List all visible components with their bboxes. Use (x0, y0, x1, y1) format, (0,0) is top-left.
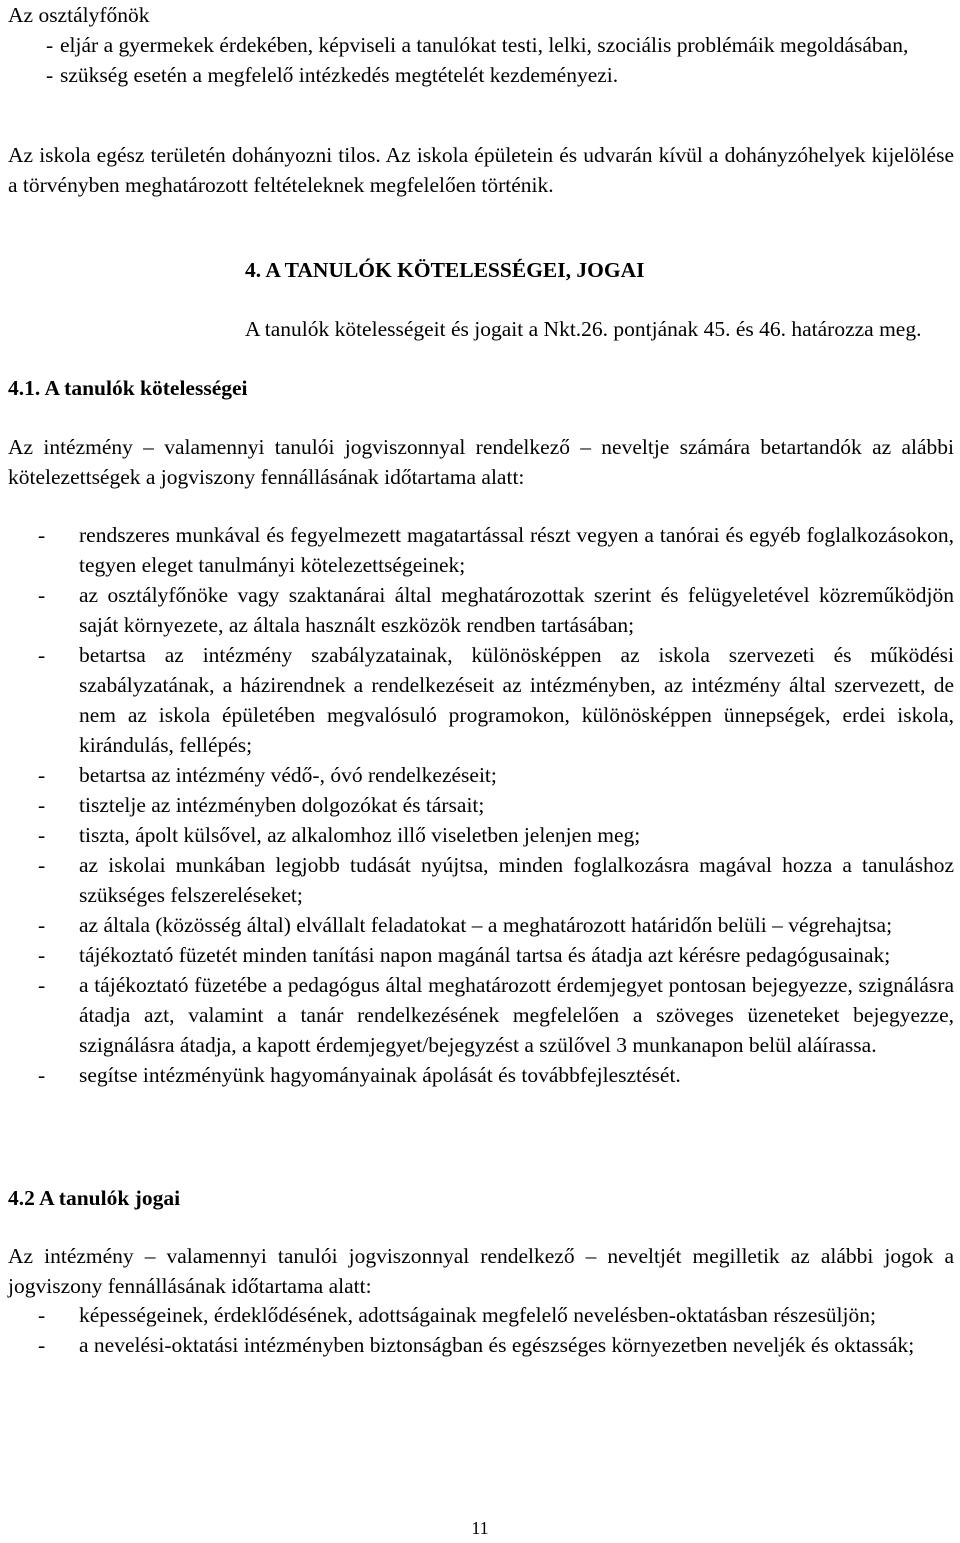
list-item: - tisztelje az intézményben dolgozókat és társait; (8, 790, 954, 820)
law-reference: A tanulók kötelességeit és jogait a Nkt.26. pontjának 45. és 46. határozza meg. (245, 317, 922, 341)
duties-title: 4.1. A tanulók kötelességei (8, 376, 248, 400)
bullet-dash: - (38, 823, 46, 847)
list-item: - a nevelési-oktatási intézményben biztonságban és egészséges környezetben neveljék és oktassák; (8, 1330, 954, 1360)
duties-intro: Az intézmény – valamennyi tanulói jogviszonnyal rendelkező – neveltje számára betartandók az alábbi kötelezettségek a jogviszony fennállásának időtartama alatt: (8, 435, 954, 489)
duties-list (8, 520, 954, 1090)
rights-list (8, 1300, 954, 1360)
list-item: - betartsa az intézmény szabályzatainak, különösképpen az iskola szervezeti és működési szabályzatának, a házirendnek a rendelkezéseit az intézményben, az intézmény által szervezett, de nem az iskola épületében megvalósuló programokon, különösképpen ünnepségek, erdei iskola, kirándulás, fellépés; (8, 640, 954, 760)
intro-heading: Az osztályfőnök (8, 3, 150, 27)
bullet-dash: - (38, 763, 46, 787)
list-item: - szükség esetén a megfelelő intézkedés megtételét kezdeményezi. (8, 60, 954, 90)
list-item: - az általa (közösség által) elvállalt feladatokat – a meghatározott határidőn belüli – végrehajtsa; (8, 910, 954, 940)
bullet-dash: - (38, 913, 46, 937)
list-item: - képességeinek, érdeklődésének, adottságainak megfelelő nevelésben-oktatásban részesüljön; (8, 1300, 954, 1330)
bullet-dash: - (38, 853, 46, 877)
list-item: - a tájékoztató füzetébe a pedagógus által meghatározott érdemjegyet pontosan bejegyezze, szignálásra átadja azt, valamint a tanár rendelkezésének megfelelően a szöveges üzeneteket bejegyezze, szignálásra átadja, a kapott érdemjegyet/bejegyzést a szülővel 3 munkanapon belül aláírassa. (8, 970, 954, 1060)
bullet-dash: - (38, 943, 46, 967)
bullet-dash: - (38, 1303, 46, 1327)
list-item: - az iskolai munkában legjobb tudását nyújtsa, minden foglalkozásra magával hozza a tanuláshoz szükséges felszereléseket; (8, 850, 954, 910)
bullet-dash: - (38, 523, 46, 547)
list-item: - segítse intézményünk hagyományainak ápolását és továbbfejlesztését. (8, 1060, 954, 1090)
bullet-dash: - (38, 643, 46, 667)
list-item: - az osztályfőnöke vagy szaktanárai által meghatározottak szerint és felügyeletével közreműködjön saját környezete, az általa használt eszközök rendben tartásában; (8, 580, 954, 640)
list-item: - tájékoztató füzetét minden tanítási napon magánál tartsa és átadja azt kérésre pedagógusainak; (8, 940, 954, 970)
bullet-dash: - (38, 973, 46, 997)
smoking-paragraph: Az iskola egész területén dohányozni tilos. Az iskola épületein és udvarán kívül a dohányzóhelyek kijelölése a törvényben meghatározott feltételeknek megfelelően történik. (8, 143, 954, 197)
page-number: 11 (471, 1518, 489, 1538)
bullet-dash: - (38, 1063, 46, 1087)
rights-title: 4.2 A tanulók jogai (8, 1186, 181, 1210)
list-item: - betartsa az intézmény védő-, óvó rendelkezéseit; (8, 760, 954, 790)
list-item: - eljár a gyermekek érdekében, képviseli a tanulókat testi, lelki, szociális problémáik megoldásában, (8, 30, 954, 60)
intro-list (8, 30, 954, 90)
bullet-dash: - (46, 33, 54, 57)
bullet-dash: - (46, 63, 54, 87)
bullet-dash: - (38, 793, 46, 817)
rights-intro: Az intézmény – valamennyi tanulói jogviszonnyal rendelkező – neveltjét megilletik az alábbi jogok a jogviszony fennállásának időtartama alatt: (8, 1244, 954, 1298)
list-item: - rendszeres munkával és fegyelmezett magatartással részt vegyen a tanórai és egyéb foglalkozásokon, tegyen eleget tanulmányi kötelezettségeinek; (8, 520, 954, 580)
list-item: - tiszta, ápolt külsővel, az alkalomhoz illő viseletben jelenjen meg; (8, 820, 954, 850)
bullet-dash: - (38, 1333, 46, 1357)
section-title: 4. A TANULÓK KÖTELESSÉGEI, JOGAI (245, 258, 645, 282)
bullet-dash: - (38, 583, 46, 607)
